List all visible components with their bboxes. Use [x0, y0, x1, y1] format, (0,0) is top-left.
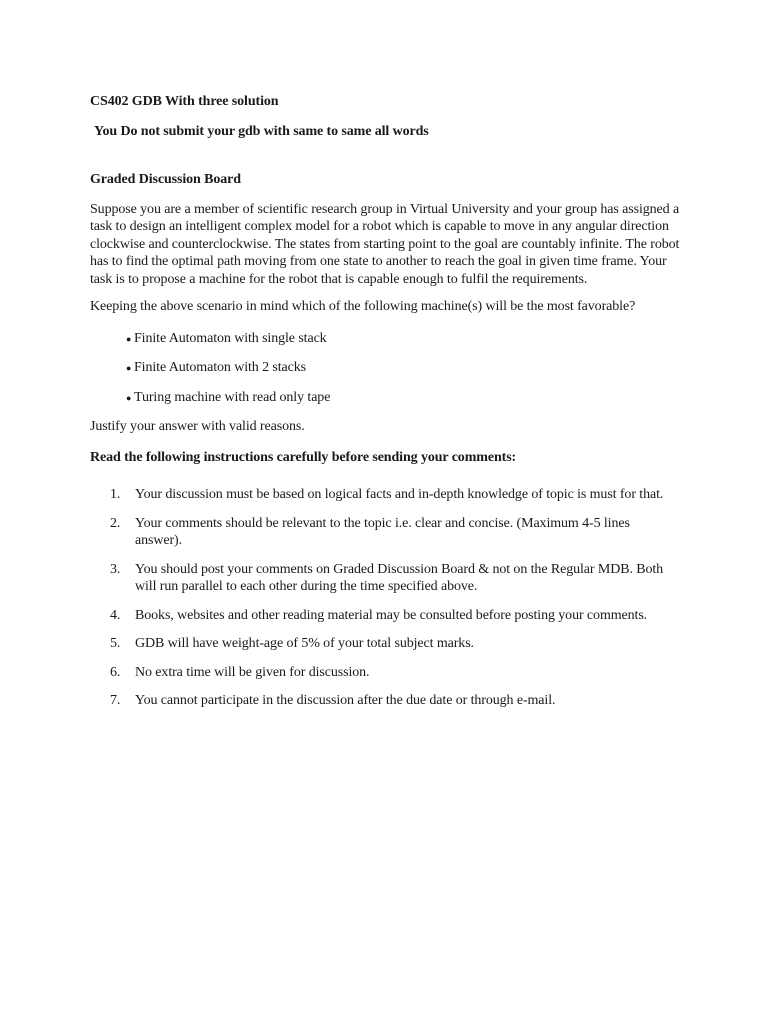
- list-item: [126, 330, 680, 349]
- item-text: No extra time will be given for discussion.: [135, 664, 370, 680]
- instructions-heading: Read the following instructions carefully before sending your comments:: [90, 449, 517, 465]
- list-item: [90, 515, 680, 550]
- option-text: Turing machine with read only tape: [134, 389, 331, 405]
- item-text: Books, websites and other reading material may be consulted before posting your comments.: [135, 607, 648, 623]
- list-item: [90, 692, 680, 710]
- bullet-icon: ●: [126, 363, 132, 373]
- list-item: [90, 486, 680, 504]
- item-number: 2.: [110, 515, 121, 531]
- list-item: [90, 561, 680, 596]
- instructions-list: [90, 486, 680, 710]
- item-number: 4.: [110, 607, 121, 623]
- list-item: [90, 635, 680, 653]
- options-list: [90, 330, 680, 408]
- item-number: 3.: [110, 561, 121, 577]
- item-number: 6.: [110, 664, 121, 680]
- item-number: 7.: [110, 693, 121, 708]
- bullet-icon: ●: [126, 392, 132, 403]
- list-item: [126, 359, 680, 378]
- question-paragraph: Keeping the above scenario in mind which of the following machine(s) will be the most favorable?: [90, 299, 636, 314]
- list-item: [126, 389, 680, 408]
- option-text: Finite Automaton with single stack: [134, 330, 327, 346]
- item-text: GDB will have weight-age of 5% of your total subject marks.: [135, 636, 474, 651]
- item-number: 1.: [110, 487, 121, 502]
- option-text: Finite Automaton with 2 stacks: [134, 360, 306, 375]
- section-heading: Graded Discussion Board: [90, 172, 241, 187]
- document-subtitle: You Do not submit your gdb with same to same all words: [94, 123, 429, 139]
- list-item: [90, 664, 680, 682]
- scenario-paragraph: Suppose you are a member of scientific research group in Virtual University and your group has assigned a task to design an intelligent complex model for a robot which is capable to move in any angular direction clockwise and counterclockwise. The states from starting point to the goal are countably infinite. The robot has to find the optimal path moving from one state to another to reach the goal in given time frame. Your task is to propose a machine for the robot that is capable enough to fulfil the requirements.: [90, 201, 680, 287]
- list-item: [90, 607, 680, 625]
- justify-text: Justify your answer with valid reasons.: [90, 419, 305, 434]
- item-text: Your comments should be relevant to the topic i.e. clear and concise. (Maximum 4-5 lines answer).: [135, 515, 630, 548]
- item-number: 5.: [110, 636, 121, 651]
- document-page: [90, 93, 680, 721]
- item-text: Your discussion must be based on logical facts and in-depth knowledge of topic is must for that.: [135, 487, 664, 502]
- bullet-icon: ●: [126, 333, 132, 344]
- item-text: You cannot participate in the discussion after the due date or through e-mail.: [135, 693, 556, 708]
- item-text: You should post your comments on Graded Discussion Board & not on the Regular MDB. Both will run parallel to each other during the time specified above.: [135, 561, 664, 594]
- document-title: CS402 GDB With three solution: [90, 94, 279, 109]
